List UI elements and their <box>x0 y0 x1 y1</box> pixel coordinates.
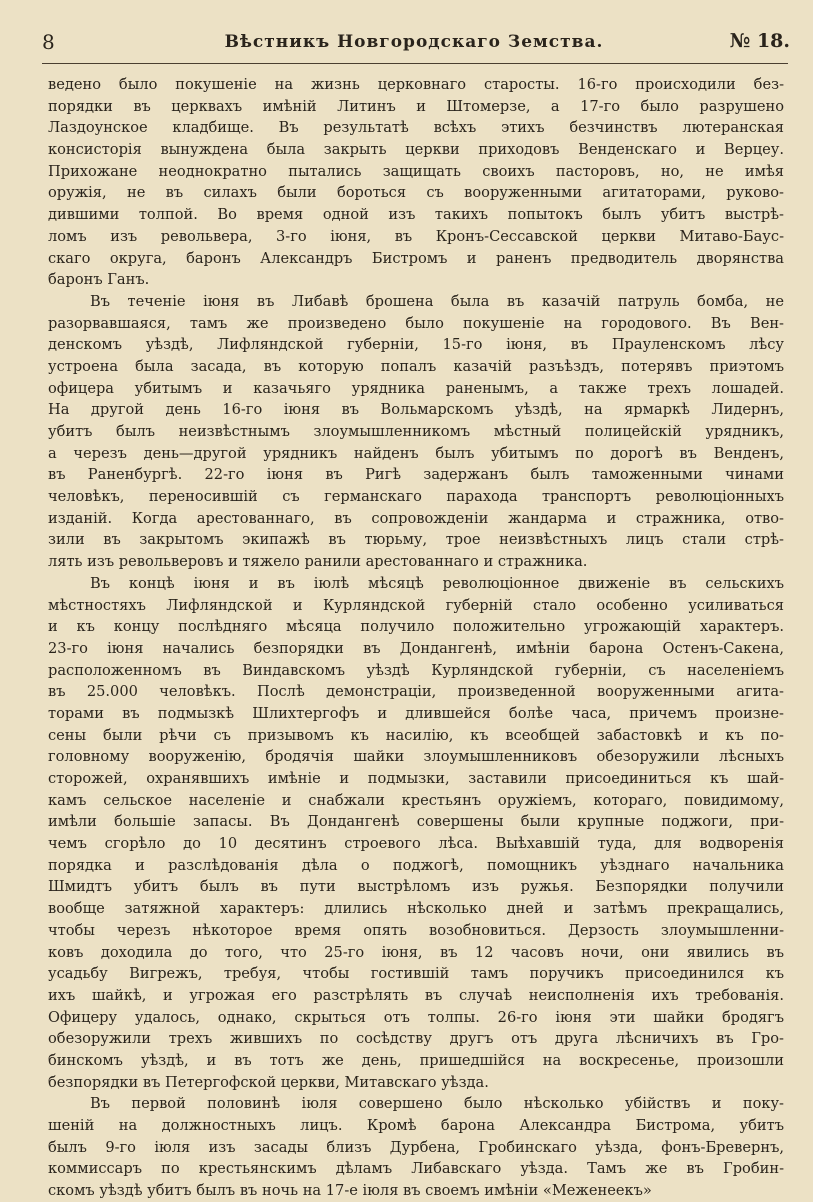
text-line: устроена была засада, въ которую попалъ казачій разъѣздъ, потерявъ приэтомъ <box>48 357 784 375</box>
text-line: офицера убитымъ и казачьяго урядника раненымъ, а также трехъ лошадей. <box>48 379 784 397</box>
text-line: убитъ былъ неизвѣстнымъ злоумышленникомъ мѣстный полицейскій урядникъ, <box>48 423 784 440</box>
text-line: ведено было покушеніе на жизнь церковнаго старосты. 16-го происходили без- <box>48 76 784 93</box>
text-line: торами въ подмызкѣ Шлихтергофъ и длившейся болѣе часа, причемъ произне- <box>48 704 784 722</box>
text-line: дившими толпой. Во время одной изъ такихъ попытокъ былъ убитъ выстрѣ- <box>48 206 784 224</box>
text-line: былъ 9-го іюля изъ засады близъ Дурбена, Гробинскаго уѣзда, фонъ-Бревернъ, <box>48 1138 784 1156</box>
text-line: порядка и разслѣдованія дѣла о поджогѣ, помощникъ уѣзднаго начальника <box>48 856 784 874</box>
text-line: баронъ Ганъ. <box>48 271 150 289</box>
page-number: 8 <box>42 30 55 54</box>
text-line: головному вооруженію, бродячія шайки злоумышленниковъ обезоружили лѣсныхъ <box>48 748 784 766</box>
text-line: человѣкъ, переносившій съ германскаго парахода транспортъ революціонныхъ <box>48 488 784 506</box>
text-line: оружія, не въ силахъ были бороться съ вооруженными агитаторами, руково- <box>48 184 784 202</box>
text-line: вообще затяжной характеръ: длились нѣсколько дней и затѣмъ прекращались, <box>48 900 784 918</box>
text-line: 23-го іюня начались безпорядки въ Дондангенѣ, имѣніи барона Остенъ-Сакена, <box>48 639 784 657</box>
text-line: скомъ уѣздѣ убитъ былъ въ ночь на 17-е іюля въ своемъ имѣніи «Меженеекъ» <box>48 1182 652 1200</box>
text-line: въ 25.000 человѣкъ. Послѣ демонстраціи, произведенной вооруженными агита- <box>48 683 784 701</box>
text-line: и къ концу послѣдняго мѣсяца получило положительно угрожающій характеръ. <box>48 618 784 636</box>
text-line: Въ концѣ іюня и въ іюлѣ мѣсяцѣ революціонное движеніе въ сельскихъ <box>90 574 784 592</box>
text-line: въ Раненбургѣ. 22-го іюня въ Ригѣ задержанъ былъ таможенными чинами <box>48 466 784 484</box>
text-line: порядки въ церквахъ имѣній Литинъ и Штомерзе, а 17-го было разрушено <box>48 97 784 115</box>
header-rule <box>42 63 788 64</box>
text-line: шеній на должностныхъ лицъ. Кромѣ барона Александра Бистрома, убитъ <box>48 1117 784 1134</box>
text-line: а черезъ день—другой урядникъ найденъ былъ убитымъ по дорогѣ въ Венденъ, <box>48 444 784 462</box>
text-line: изданій. Когда арестованнаго, въ сопровожденіи жандарма и стражника, отво- <box>48 509 784 527</box>
text-line: денскомъ уѣздѣ, Лифляндской губерніи, 15-го іюня, въ Прауленскомъ лѣсу <box>48 336 784 354</box>
text-line: мѣстностяхъ Лифляндской и Курляндской губерній стало особенно усиливаться <box>48 596 784 614</box>
running-title: Вѣстникъ Новгородскаго Земства. <box>224 32 604 52</box>
text-line: ихъ шайкѣ, и угрожая его разстрѣлять въ случаѣ неисполненія ихъ требованія. <box>48 986 784 1004</box>
text-line: безпорядки въ Петергофской церкви, Митавскаго уѣзда. <box>48 1073 489 1091</box>
text-line: сторожей, охранявшихъ имѣніе и подмызки, заставили присоединиться къ шай- <box>48 770 784 787</box>
text-line: сены были рѣчи съ призывомъ къ насилію, къ всеобщей забастовкѣ и къ по- <box>48 726 784 744</box>
text-line: расположенномъ въ Виндавскомъ уѣздѣ Курляндской губерніи, съ населеніемъ <box>48 661 784 679</box>
text-line: Въ теченіе іюня въ Либавѣ брошена была въ казачій патруль бомба, не <box>90 292 784 310</box>
text-line: Въ первой половинѣ іюля совершено было нѣсколько убійствъ и поку- <box>90 1095 784 1113</box>
text-line: камъ сельское населеніе и снабжали крестьянъ оружіемъ, котораго, повидимому, <box>48 791 784 809</box>
article-body <box>48 74 784 1202</box>
text-line: бинскомъ уѣздѣ, и въ тотъ же день, пришедшійся на воскресенье, произошли <box>48 1051 784 1069</box>
text-line: На другой день 16-го іюня въ Вольмарскомъ уѣздѣ, на ярмаркѣ Лидернъ, <box>48 401 784 419</box>
text-line: обезоружили трехъ жившихъ по сосѣдству другъ отъ друга лѣсничихъ въ Гро- <box>48 1030 784 1048</box>
text-line: ломъ изъ револьвера, 3-го іюня, въ Кронъ-Сессавской церкви Митаво-Баус- <box>48 227 784 245</box>
text-line: имѣли большіе запасы. Въ Дондангенѣ совершены были крупные поджоги, при- <box>48 813 784 831</box>
text-line: лять изъ револьверовъ и тяжело ранили арестованнаго и стражника. <box>48 553 588 571</box>
text-line: чтобы черезъ нѣкоторое время опять возобновиться. Дерзость злоумышленни- <box>48 921 784 939</box>
text-line: Прихожане неоднократно пытались защищать своихъ пасторовъ, но, не имѣя <box>48 162 784 180</box>
text-line: разорвавшаяся, тамъ же произведено было покушеніе на городового. Въ Вен- <box>48 314 784 332</box>
text-line: Офицеру удалось, однако, скрыться отъ толпы. 26-го іюня эти шайки бродягъ <box>48 1008 784 1026</box>
page-header <box>38 28 790 60</box>
issue-number: № 18. <box>729 30 790 52</box>
text-line: скаго округа, баронъ Александръ Бистромъ и раненъ предводитель дворянства <box>48 249 784 267</box>
text-line: зили въ закрытомъ экипажѣ въ тюрьму, трое неизвѣстныхъ лицъ стали стрѣ- <box>48 531 784 549</box>
text-line: усадьбу Вигрежъ, требуя, чтобы гостившій тамъ поручикъ присоединился къ <box>48 965 784 983</box>
text-line: консисторія вынуждена была закрыть церкви приходовъ Венденскаго и Верцеу. <box>48 141 784 159</box>
text-line: Лаздоунское кладбище. Въ результатѣ всѣхъ этихъ безчинствъ лютеранская <box>48 119 784 137</box>
text-line: Шмидтъ убитъ былъ въ пути выстрѣломъ изъ ружья. Безпорядки получили <box>48 878 784 896</box>
text-line: коммиссаръ по крестьянскимъ дѣламъ Либавскаго уѣзда. Тамъ же въ Гробин- <box>48 1160 784 1178</box>
text-line: чемъ сгорѣло до 10 десятинъ строевого лѣса. Выѣхавшій туда, для водворенія <box>48 835 784 853</box>
text-line: ковъ доходила до того, что 25-го іюня, въ 12 часовъ ночи, они явились въ <box>48 943 784 961</box>
